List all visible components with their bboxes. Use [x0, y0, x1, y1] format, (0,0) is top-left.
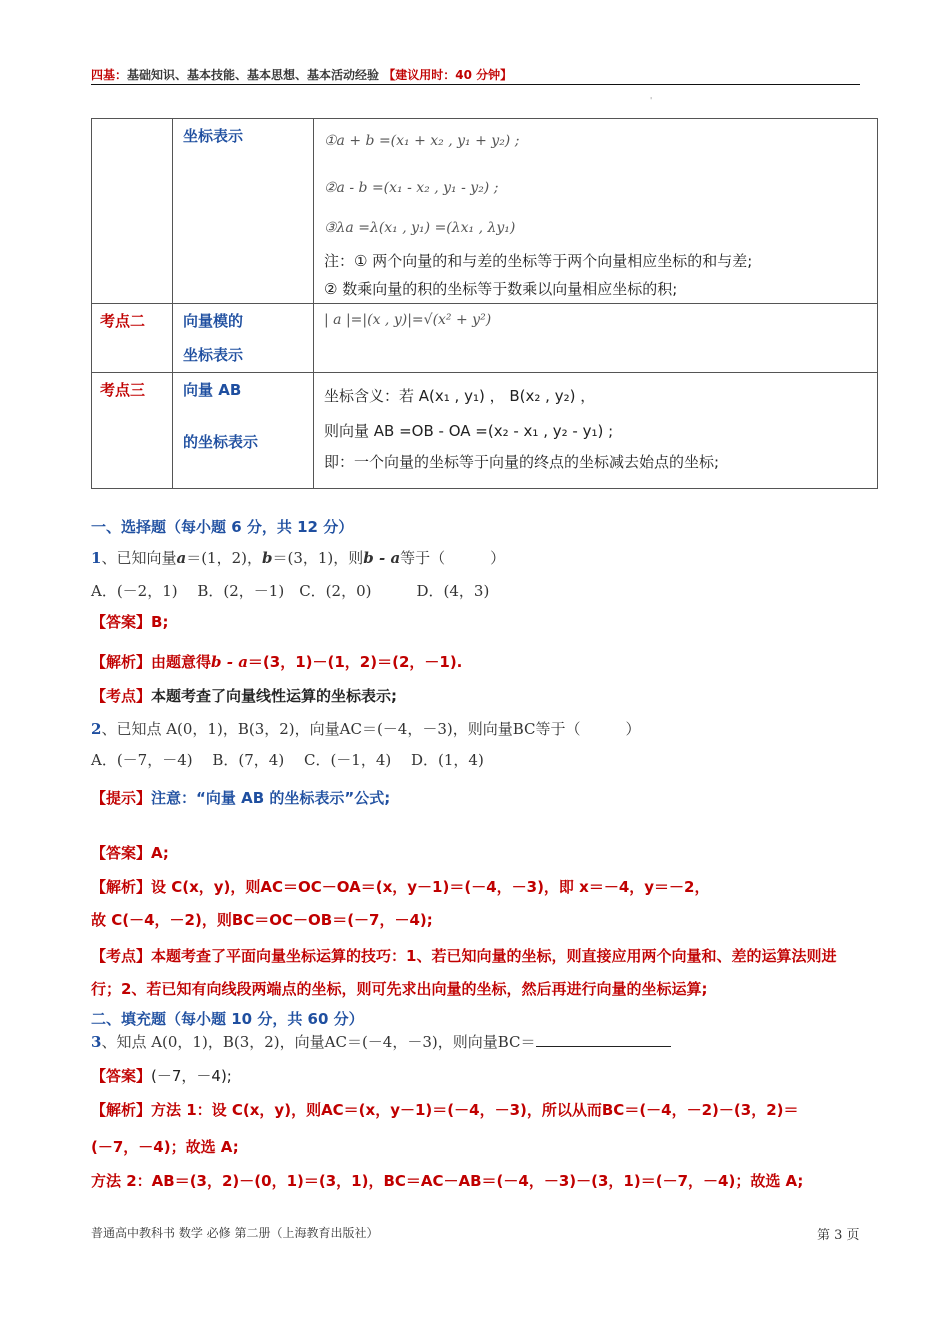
- formula-scalar: ③λa =λ(x₁ , y₁) =(λx₁ , λy₁): [324, 220, 516, 236]
- row2-label-2: 坐标表示: [183, 346, 244, 364]
- page-header: [91, 66, 512, 83]
- table-cell-label: [173, 304, 314, 373]
- header-divider: [91, 84, 860, 85]
- note-line: 注：① 两个向量的和与差的坐标等于两个向量相应坐标的和与差;: [324, 252, 753, 270]
- table-cell-label: [173, 119, 314, 304]
- row2-point: 考点二: [100, 312, 146, 330]
- table-cell-content: [314, 373, 878, 489]
- note-line: ② 数乘向量的积的坐标等于数乘以向量相应坐标的积;: [324, 280, 678, 298]
- table-cell-point: [92, 119, 173, 304]
- table-cell-content: [314, 304, 878, 373]
- question-2-analysis-cont: 故 C(－4，－2)，则BC＝OC－OB＝(－7，－4);: [91, 911, 433, 929]
- row3-label-2: 的坐标表示: [183, 433, 259, 451]
- question-3-answer: 【答案】(－7，－4);: [91, 1067, 232, 1085]
- row3-point: 考点三: [100, 381, 146, 399]
- question-2-point: 【考点】本题考查了平面向量坐标运算的技巧：1、若已知向量的坐标，则直接应用两个向量和、差的运算法则进行；2、若已知有向线段两端点的坐标，则可先求出向量的坐标，然后再进行向量的坐标运算;: [91, 947, 837, 998]
- header-time: 【建议用时：40 分钟】: [383, 68, 513, 82]
- section-title: 一、选择题（每小题 6 分，共 12 分）: [91, 518, 354, 536]
- question-3-analysis: 【解析】方法 1：设 C(x，y)，则AC＝(x，y－1)＝(－4，－3)，所以从而BC＝(－4，－2)－(3，2)＝: [91, 1101, 799, 1119]
- question-2-answer: 【答案】A;: [91, 844, 169, 862]
- question-3: 3、知点 A(0，1)，B(3，2)，向量AC＝(－4，－3)，则向量BC＝: [91, 1031, 671, 1052]
- vector-ab-formula: 则向量 AB =OB - OA =(x₂ - x₁ , y₂ - y₁) ;: [324, 422, 614, 440]
- question-2-options: A．(－7，－4) B．(7，4) C．(－1，4) D．(1，4): [91, 751, 484, 769]
- table-row: [92, 373, 878, 489]
- question-1-analysis: 【解析】由题意得b - a＝(3，1)－(1，2)＝(2，－1).: [91, 653, 463, 671]
- question-1-options: A．(－2，1) B．(2，－1) C．(2，0) D．(4，3): [91, 582, 490, 600]
- row2-label-1: 向量模的: [183, 312, 244, 330]
- question-number: 2: [91, 720, 102, 738]
- row3-label-1: 向量 AB: [183, 381, 242, 399]
- table-cell-content: [314, 119, 878, 304]
- page-number: 第 3 页: [817, 1228, 860, 1243]
- header-title: 基础知识、基本技能、基本思想、基本活动经验: [127, 68, 380, 82]
- question-3-analysis-cont: (－7，－4)；故选 A;: [91, 1138, 239, 1156]
- answer-blank[interactable]: [536, 1032, 671, 1047]
- vector-ab-explanation: 即：一个向量的坐标等于向量的终点的坐标减去始点的坐标;: [324, 453, 720, 471]
- header-mark: ': [650, 96, 653, 105]
- question-number: 1: [91, 549, 102, 567]
- table-cell-label: [173, 373, 314, 489]
- question-1: 1、已知向量a＝(1，2)，b＝(3，1)，则b - a等于（ ）: [91, 549, 506, 567]
- table-cell-point: [92, 304, 173, 373]
- question-3-method-2: 方法 2：AB＝(3，2)－(0，1)＝(3，1)，BC＝AC－AB＝(－4，－3)－(3，1)＝(－7，－4)；故选 A;: [91, 1172, 804, 1190]
- question-2-hint: 【提示】注意：“向量 AB 的坐标表示”公式;: [91, 789, 391, 807]
- question-2: 2、已知点 A(0，1)，B(3，2)，向量AC＝(－4，－3)，则向量BC等于（ ）: [91, 720, 641, 738]
- question-1-answer: 【答案】B;: [91, 613, 169, 631]
- footer-textbook: 普通高中教科书 数学 必修 第二册（上海教育出版社）: [91, 1226, 379, 1240]
- question-number: 3: [91, 1033, 102, 1051]
- header-prefix: 四基：: [91, 68, 128, 82]
- formula-modulus: | a |=|(x , y)|=√(x² + y²): [324, 312, 492, 328]
- table-cell-point: [92, 373, 173, 489]
- table-row: [92, 119, 878, 304]
- coordinate-meaning: 坐标含义：若 A(x₁ , y₁) ， B(x₂ , y₂) ，: [324, 387, 596, 405]
- question-1-point: 【考点】本题考查了向量线性运算的坐标表示;: [91, 687, 398, 705]
- table-row: [92, 304, 878, 373]
- knowledge-table: [91, 118, 878, 489]
- row1-label: 坐标表示: [183, 127, 244, 145]
- formula-difference: ②a - b =(x₁ - x₂ , y₁ - y₂) ;: [324, 180, 499, 196]
- section-title: 二、填充题（每小题 10 分，共 60 分）: [91, 1010, 364, 1028]
- formula-sum: ①a + b =(x₁ + x₂ , y₁ + y₂) ;: [324, 133, 520, 149]
- question-2-analysis: 【解析】设 C(x，y)，则AC＝OC－OA＝(x，y－1)＝(－4，－3)，即 x＝－4，y＝－2，: [91, 878, 710, 896]
